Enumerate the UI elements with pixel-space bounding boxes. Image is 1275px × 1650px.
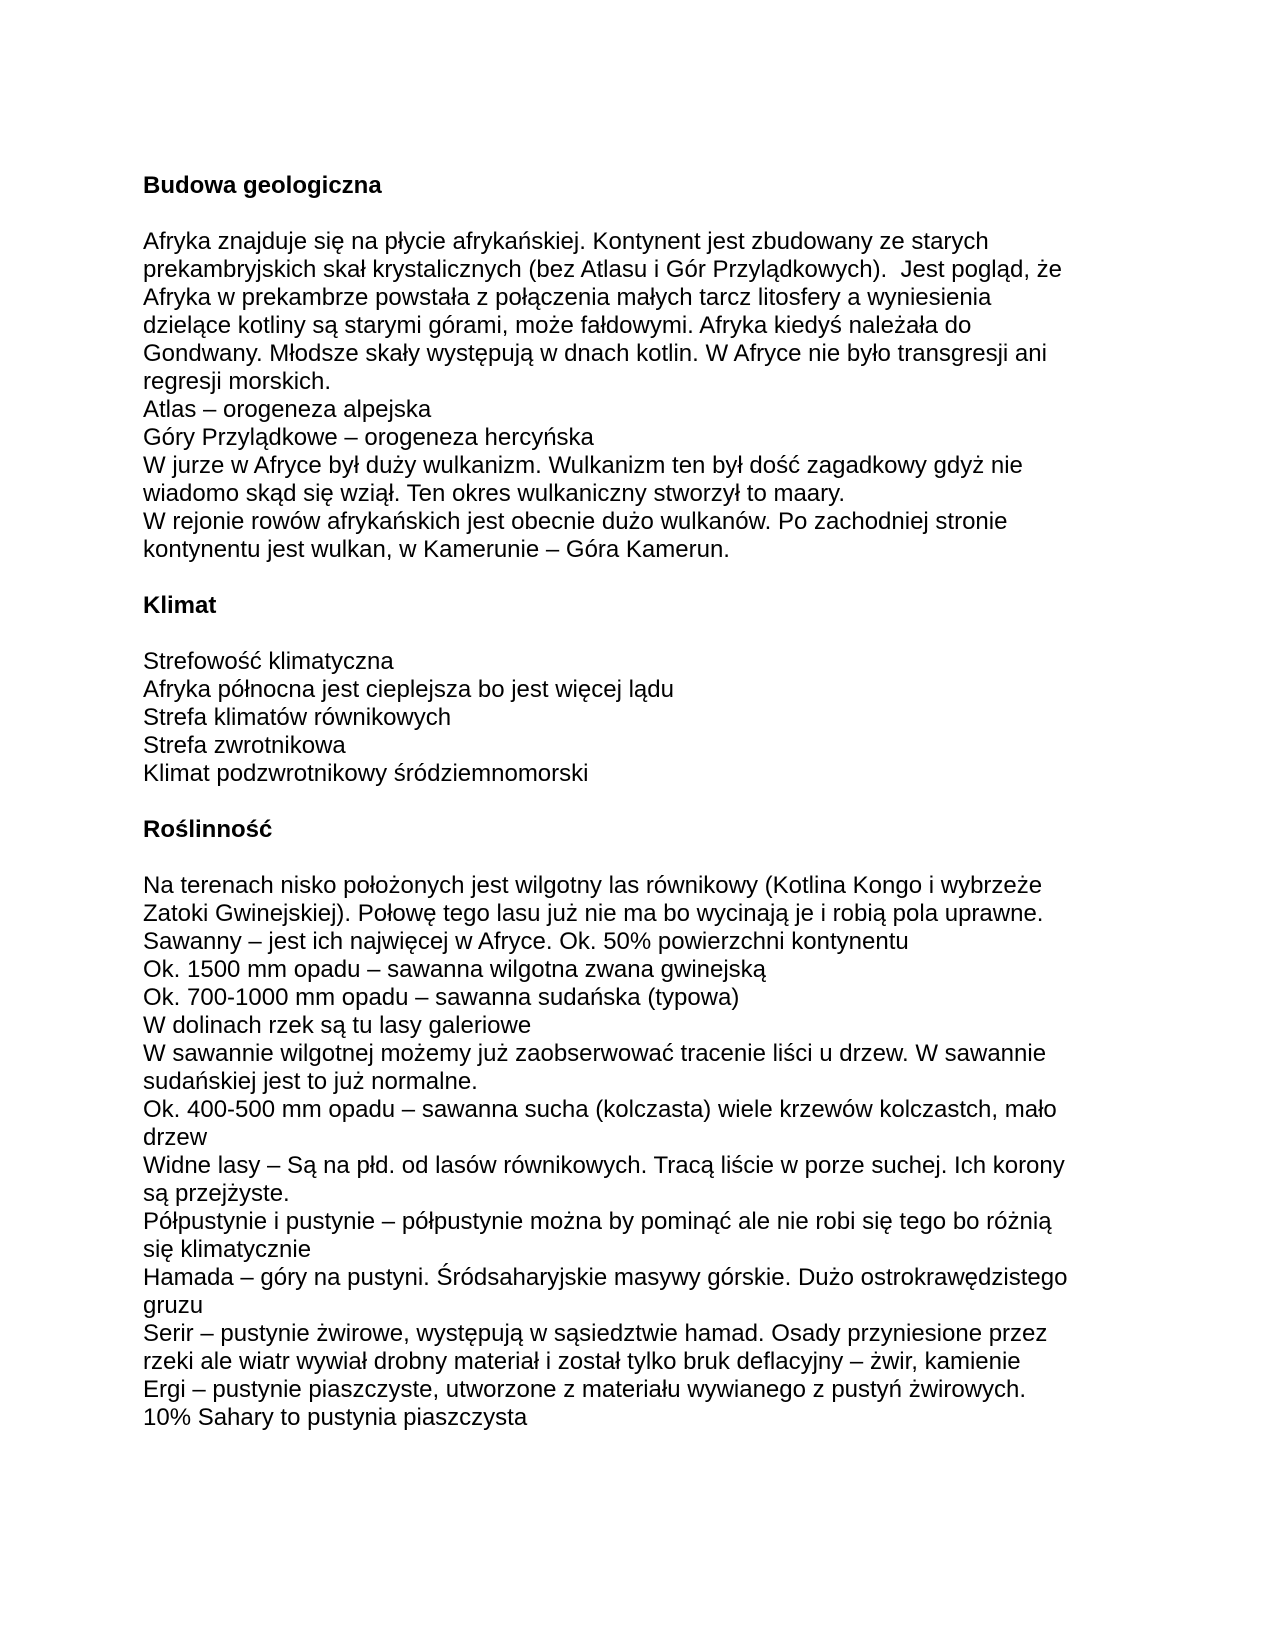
text-line: gruzu xyxy=(143,1292,204,1319)
section-heading: Budowa geologiczna xyxy=(143,172,382,199)
text-line: Hamada – góry na pustyni. Śródsaharyjskie masywy górskie. Dużo ostrokrawędzistego xyxy=(143,1264,1068,1291)
text-line: się klimatycznie xyxy=(143,1236,312,1263)
text-line: W dolinach rzek są tu lasy galeriowe xyxy=(143,1012,532,1039)
text-line: Ok. 1500 mm opadu – sawanna wilgotna zwana gwinejską xyxy=(143,956,767,983)
text-line: Ok. 400-500 mm opadu – sawanna sucha (kolczasta) wiele krzewów kolczastch, mało xyxy=(143,1096,1057,1123)
section-klimat xyxy=(143,592,1180,788)
text-line: Ok. 700-1000 mm opadu – sawanna sudańska (typowa) xyxy=(143,984,740,1011)
text-line: są przejżyste. xyxy=(143,1180,290,1207)
section-heading: Roślinność xyxy=(143,816,273,843)
section-heading: Klimat xyxy=(143,592,217,619)
text-line: Gondwany. Młodsze skały występują w dnach kotlin. W Afryce nie było transgresji ani xyxy=(143,340,1047,367)
text-line: rzeki ale wiatr wywiał drobny materiał i został tylko bruk deflacyjny – żwir, kamienie xyxy=(143,1348,1021,1375)
section-roslinnosc xyxy=(143,816,1180,1432)
text-line: 10% Sahary to pustynia piaszczysta xyxy=(143,1404,528,1431)
text-line: Zatoki Gwinejskiej). Połowę tego lasu już nie ma bo wycinają je i robią pola uprawne. xyxy=(143,900,1044,927)
text-line: Na terenach nisko położonych jest wilgotny las równikowy (Kotlina Kongo i wybrzeże xyxy=(143,872,1043,899)
text-line: wiadomo skąd się wziął. Ten okres wulkaniczny stworzył to maary. xyxy=(143,480,846,507)
text-line: W sawannie wilgotnej możemy już zaobserwować tracenie liści u drzew. W sawannie xyxy=(143,1040,1047,1067)
text-line: Atlas – orogeneza alpejska xyxy=(143,396,432,423)
text-line: dzielące kotliny są starymi górami, może fałdowymi. Afryka kiedyś należała do xyxy=(143,312,972,339)
section-budowa-geologiczna xyxy=(143,172,1180,564)
text-line: Strefa klimatów równikowych xyxy=(143,704,452,731)
text-line: regresji morskich. xyxy=(143,368,332,395)
text-line: Sawanny – jest ich najwięcej w Afryce. Ok. 50% powierzchni kontynentu xyxy=(143,928,909,955)
text-line: sudańskiej jest to już normalne. xyxy=(143,1068,478,1095)
text-line: Afryka znajduje się na płycie afrykańskiej. Kontynent jest zbudowany ze starych xyxy=(143,228,989,255)
text-line: Widne lasy – Są na płd. od lasów równikowych. Tracą liście w porze suchej. Ich korony xyxy=(143,1152,1065,1179)
text-line: Afryka w prekambrze powstała z połączenia małych tarcz litosfery a wyniesienia xyxy=(143,284,992,311)
document-body xyxy=(143,172,1180,1432)
text-line: Góry Przylądkowe – orogeneza hercyńska xyxy=(143,424,594,451)
text-line: Afryka północna jest cieplejsza bo jest więcej lądu xyxy=(143,676,674,703)
text-line: Strefa zwrotnikowa xyxy=(143,732,346,759)
text-line: Serir – pustynie żwirowe, występują w sąsiedztwie hamad. Osady przyniesione przez xyxy=(143,1320,1048,1347)
text-line: kontynentu jest wulkan, w Kamerunie – Góra Kamerun. xyxy=(143,536,730,563)
text-line: Klimat podzwrotnikowy śródziemnomorski xyxy=(143,760,589,787)
text-line: Półpustynie i pustynie – półpustynie można by pominąć ale nie robi się tego bo różnią xyxy=(143,1208,1052,1235)
text-line: drzew xyxy=(143,1124,208,1151)
text-line: prekambryjskich skał krystalicznych (bez Atlasu i Gór Przylądkowych). Jest pogląd, że xyxy=(143,256,1062,283)
text-line: Ergi – pustynie piaszczyste, utworzone z materiału wywianego z pustyń żwirowych. xyxy=(143,1376,1027,1403)
text-line: W rejonie rowów afrykańskich jest obecnie dużo wulkanów. Po zachodniej stronie xyxy=(143,508,1008,535)
text-line: Strefowość klimatyczna xyxy=(143,648,394,675)
text-line: W jurze w Afryce był duży wulkanizm. Wulkanizm ten był dość zagadkowy gdyż nie xyxy=(143,452,1023,479)
